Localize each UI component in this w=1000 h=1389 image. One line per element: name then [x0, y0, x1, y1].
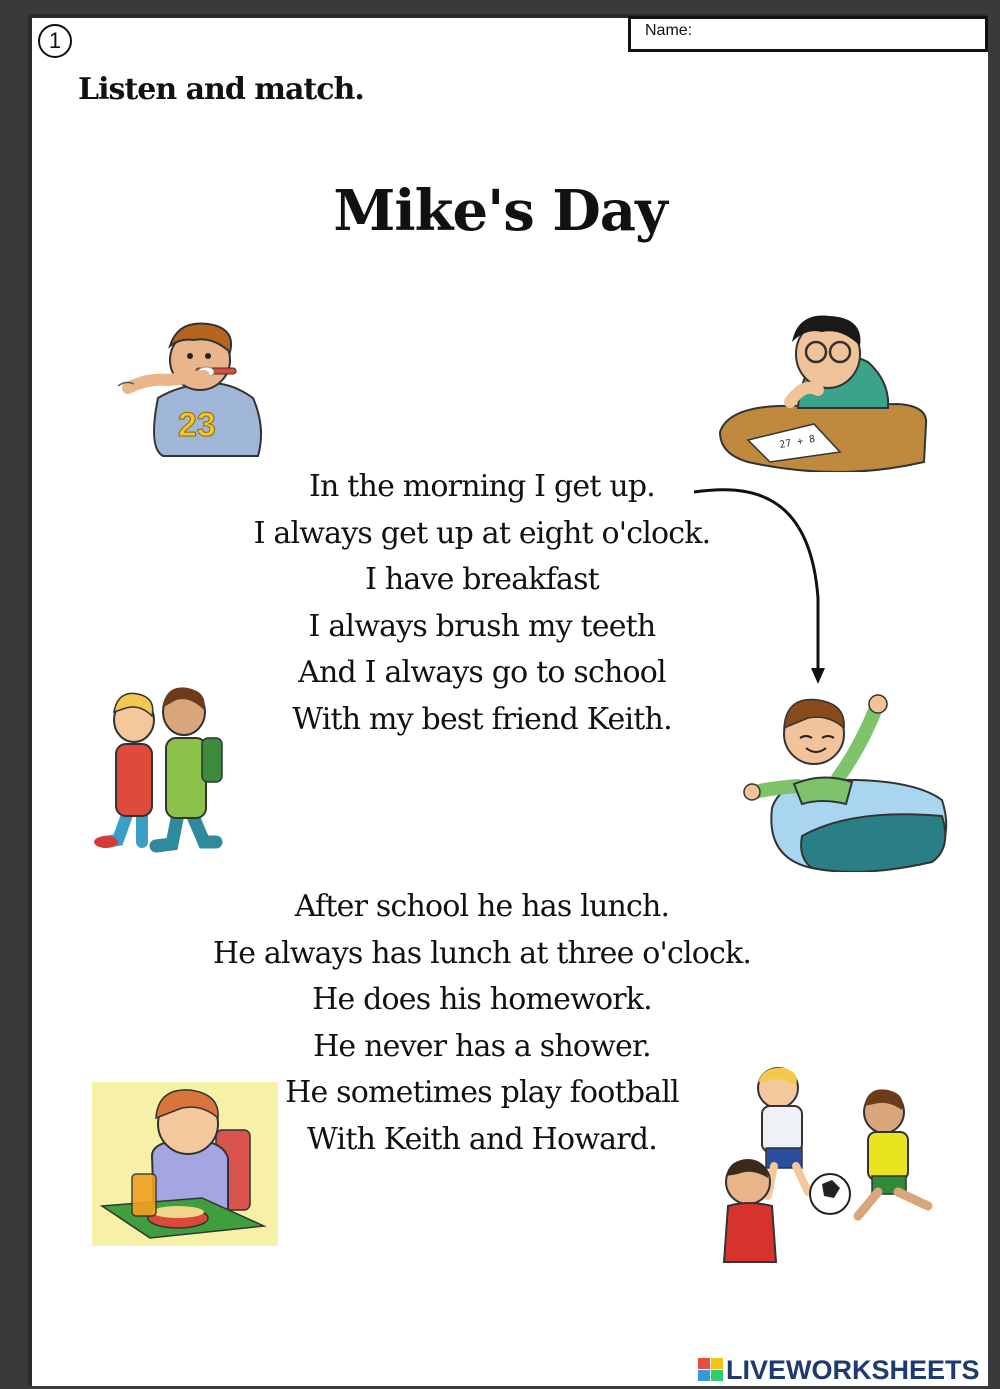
- walking-to-school-picture[interactable]: [92, 682, 232, 854]
- poem-line: He sometimes play football: [285, 1075, 679, 1110]
- poem-line: He always has lunch at three o'clock.: [212, 935, 752, 971]
- poem-line: I always brush my teeth: [308, 608, 656, 644]
- liveworksheets-logo: [698, 1356, 980, 1384]
- paper-text: 27 + 8: [778, 433, 817, 451]
- poem-line: With Keith and Howard.: [307, 1121, 657, 1157]
- worksheet-title: Mike's Day: [333, 178, 667, 244]
- getting-up-picture[interactable]: [742, 688, 954, 872]
- liveworksheets-logo-icon: [698, 1358, 724, 1382]
- playing-football-picture[interactable]: [718, 1066, 958, 1266]
- instruction-text: Listen and match.: [78, 72, 364, 107]
- poem-line: And I always go to school: [298, 655, 666, 690]
- brushing-teeth-picture[interactable]: [108, 318, 268, 458]
- name-label: Name:: [645, 22, 693, 39]
- match-arrow: [690, 478, 840, 693]
- poem-line: With my best friend Keith.: [292, 701, 672, 737]
- exercise-number: [38, 24, 72, 58]
- poem-line: I have breakfast: [365, 562, 599, 597]
- poem-line: He never has a shower.: [313, 1028, 651, 1064]
- poem-line: He does his homework.: [312, 982, 652, 1017]
- poem-line: I always get up at eight o'clock.: [253, 515, 711, 551]
- jersey-number: 23: [178, 406, 216, 444]
- name-field[interactable]: [628, 16, 988, 52]
- liveworksheets-logo-text: LIVEWORKSHEETS: [726, 1354, 980, 1385]
- exercise-number-text: 1: [48, 28, 62, 53]
- poem-line: In the morning I get up.: [308, 469, 655, 504]
- poem-line: After school he has lunch.: [294, 889, 670, 924]
- having-lunch-picture[interactable]: [92, 1082, 278, 1246]
- homework-picture[interactable]: [718, 312, 930, 472]
